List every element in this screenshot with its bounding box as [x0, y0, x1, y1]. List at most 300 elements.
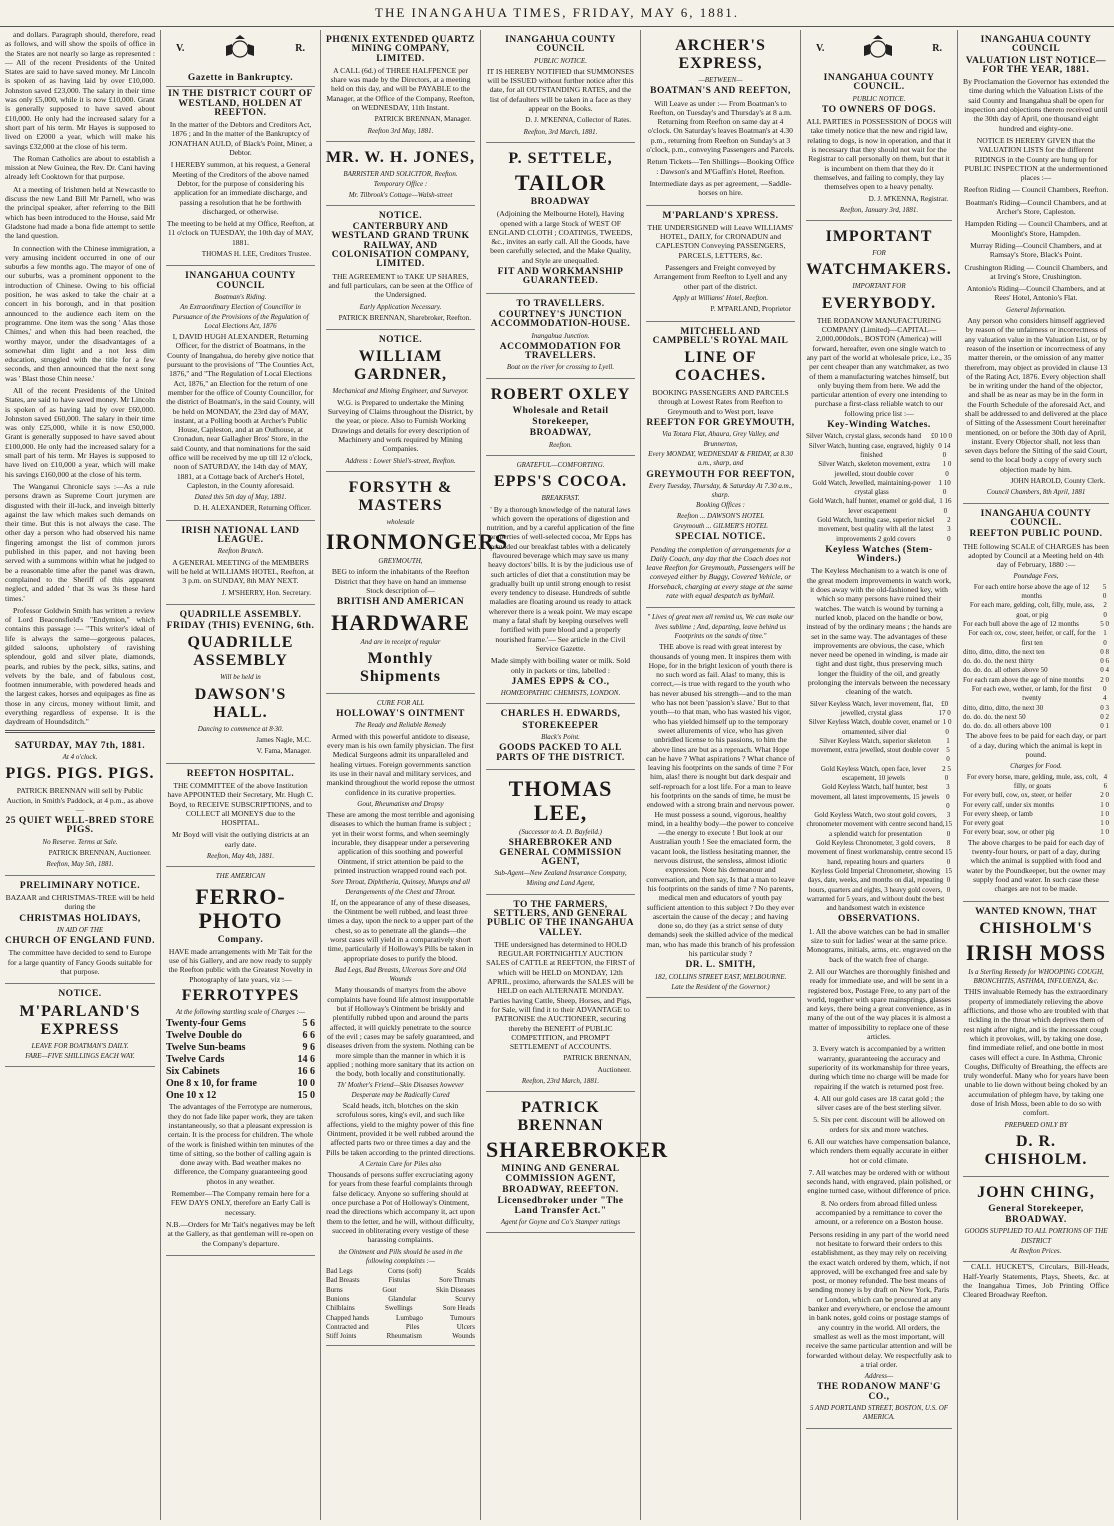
pound-row: For each bull above the age of 12 months 5 0: [963, 619, 1109, 628]
hospital-ad: [166, 764, 315, 868]
goods: GOODS PACKED TO ALL PARTS OF THE DISTRICT.: [496, 743, 625, 763]
quadrille-held: Will be held in: [220, 673, 261, 682]
quadrille-title: QUADRILLE ASSEMBLY.: [179, 609, 302, 620]
ferro-nb: N.B.—Orders for Mr Tait's negatives may be left at the Gallery, as that gentleman will re-open on the Company's departure.: [166, 1219, 315, 1248]
edwards-ad: [486, 704, 635, 769]
observation: 2. All our Watches are thoroughly finished and ready for immediate use, and will be sent in a registered box, Postage Free, to any part of the world, together with spare mainsprings, glasses and keys, there being a great convenience, as in many of the out of the way places it is almost a matter of impossibility to replace one of these articles.: [806, 966, 952, 1042]
important-2: IMPORTANT FOR: [852, 282, 906, 291]
settele-ad: [486, 143, 635, 294]
rates-ad: [486, 30, 635, 143]
oxley-reefton: Reefton.: [548, 440, 573, 449]
rodanow-title: THE RODANOW MANF'G CO.,: [817, 1382, 941, 1402]
complaint-row: Burns Gout Skin Diseases: [326, 1285, 475, 1294]
important-for: FOR: [872, 249, 886, 258]
railway-early: Early Application Necessary.: [359, 302, 442, 311]
royal-crest-icon: [861, 34, 895, 64]
riding-item: Reefton Riding — Council Chambers, Reefton.: [963, 185, 1109, 195]
keyless-price-row: Gold Keyless Watch, half hunter, best movement, all latest improvements, 15 jewels 3 0 0: [810, 783, 950, 810]
jones-ad: [326, 142, 475, 206]
coaches-via: Via Totara Flat, Ahaura, Grey Valley, and Brunnerton,: [662, 430, 779, 448]
bazaar-holidays: CHRISTMAS HOLIDAYS,: [19, 913, 141, 924]
epps-sub: HOMŒOPATHIC CHEMISTS, LONDON.: [500, 689, 621, 698]
sale-time: At 4 o'clock.: [62, 752, 98, 761]
council-title: INANGAHUA COUNTY COUNCIL: [980, 35, 1092, 55]
council-signature: D. H. ALEXANDER, Returning Officer.: [193, 504, 311, 513]
gardner-ad: [326, 330, 475, 472]
county-signature: D. J. M'KENNA, Collector of Rates.: [525, 116, 631, 125]
edwards-place: Black's Point.: [541, 733, 580, 742]
wanted: WANTED KNOWN, THAT: [975, 906, 1097, 917]
election-ad: [166, 266, 315, 520]
phoenix-text: A CALL (6d.) of THREE HALFPENCE per share was made by the Directors, at a meeting held on this day, and will be PAYABLE to the Manager, at the Office of the Company, Reefton, on WEDNESDAY, 11th Instant.: [326, 65, 475, 113]
dogs-date: Reefton, January 3rd, 1881.: [839, 205, 919, 214]
royal-crest-icon: [223, 34, 257, 64]
observations-title: OBSERVATIONS.: [837, 914, 921, 925]
forsyth-ad: [326, 472, 509, 694]
holloway-subhead: Bad Legs, Bad Breasts, Ulcerous Sore and Old Wounds: [334, 965, 467, 984]
coaches-reefton: REEFTON FOR GREYMOUTH,: [646, 418, 795, 429]
complaint-row: Chapped hands Lumbago Tumours: [326, 1313, 475, 1322]
licensed: Licensedbroker under "The Land Transfer Act.": [497, 1196, 624, 1216]
mparland-title: M'PARLAND'S XPRESS.: [662, 210, 779, 221]
ferro-prices-label: At the following startling scale of Charges :—: [175, 1008, 306, 1017]
holloway-text: Armed with this powerful antidote to disease, every man is his own family physician. The first Medical Surgeons admit its unparalleled and healing virtues. Foreign governments sanction its use in their naval and military services, and mankind throughout the world repose the utmost confidence in its curative properties.: [326, 731, 475, 797]
pound-fees: Poundage Fees,: [1013, 572, 1059, 581]
league-signature: J. M'SHERRY, Hon. Secretary.: [221, 588, 311, 597]
ferro-american: THE AMERICAN: [215, 872, 266, 881]
courtney-sub: Inangahua Junction.: [531, 331, 590, 340]
mparland-text: THE UNDERSIGNED will Leave WILLIAMS' HOTEL, DAILY, for CRONADUN and CAPLESTON Conveying PASSENGERS, PARCELS, LETTERS, &c.: [647, 222, 794, 260]
court-matter: In the matter of the Debtors and Creditors Act, 1876 ; and In the matter of the Bankruptcy of JONATHAN AULD, of Black's Point, Miner, a Debtor.: [168, 120, 313, 158]
gardner-sub: Mechanical and Mining Engineer, and Surveyor.: [332, 387, 469, 396]
notice-heading: NOTICE.: [378, 335, 423, 346]
settele-fit: FIT AND WORKMANSHIP GUARANTEED.: [497, 267, 624, 287]
complaint-row: Contracted and Piles Ulcers: [326, 1322, 475, 1331]
moss-sub: Is a Sterling Remedy for WHOOPING COUGH, BRONCHITIS, ASTHMA, INFLUENZA, &c.: [968, 967, 1104, 986]
article-paragraph: Professor Goldwin Smith has written a review of Lord Beaconsfield's "Endymion," which contains this passage :— "This writer's ideal of life is always the same—gorgeous palaces, gilded saloons, upholstery of ravishing splendour, gold and silver plate, diamonds, pearls, and rubies by the peck, silks, satins, and velvets by the bale, and of fabulous cost, footmen innumerable, with powdered heads and the largest cakes, horses and equipages as fine as those in any circus, money without limit, and everything regardless of expense. It is the daydream of Houndsditch.": [5, 605, 155, 727]
farmers-role: Auctioneer.: [597, 1065, 631, 1074]
edwards-title: CHARLES H. EDWARDS,: [500, 709, 621, 720]
pound-ad: [963, 504, 1109, 902]
irish-moss: IRISH MOSS: [965, 939, 1107, 965]
oxley-sub: Wholesale and Retail: [512, 405, 609, 416]
phoenix-title: PHŒNIX EXTENDED QUARTZ MINING COMPANY, LIMITED.: [326, 35, 475, 64]
food-row: For every goat 1 0: [963, 819, 1109, 828]
settele-text: (Adjoining the Melbourne Hotel), Having opened with a large Stock of WEST OF ENGLAND CLOTH ; COATINGS, TWEEDS, &c., invites an early call. All the Goods, have been carefully selected, and the Make Quality, and Style are unequalled.: [488, 209, 633, 265]
royal-v: V.: [176, 43, 185, 55]
epps-text: ' By a thorough knowledge of the natural laws which govern the operations of digestion and nutrition, and by a careful application of the fine properties of well-selected cocoa, Mr Epps has provided our breakfast tables with a delicately flavoured beverage which may save us many heavy doctors' bills. It is by the judicious use of such articles of diet that a constitution may be gradually built up until strong enough to resist every tendency to disease. Hundreds of subtle maladies are floating around us ready to attack wherever there is a weak point. We may escape many a fatal shaft by keeping ourselves well fortified with pure blood and a properly nourished frame.'— See article in the Civil Service Gazette.: [486, 504, 635, 653]
sale-text: PATRICK BRENNAN will sell by Public Auction, in Smith's Paddock, at 4 p.m., as above—: [6, 786, 154, 814]
holloway-text: If, on the appearance of any of these diseases, the Ointment be well rubbed, and least three times a day, upon the neck to a upper part of the chest, so as to penetrate all the glands—the worst cases will yield in a comparatively short time, particularly if Holloway's Pills be taken in appropriate doses to purify the blood.: [327, 897, 474, 963]
price-row: Twelve Double do 6 6: [166, 1030, 315, 1042]
archer-text: Will Leave as under :— From Boatman's to Reefton, on Tuesday's and Thursday's at 8 a.m. Returning from Reefton on same day at 4 o'clock. On Saturday's leaves Boatman's at 4.30 p.m., returning from Reefton on Sunday's at 3 o'clock, p.m., conveying Passengers and Parcels.: [646, 98, 795, 155]
food-row: For every horse, mare, gelding, mule, ass, colt, filly, or goats 4 6: [966, 772, 1108, 790]
forsyth-monthly: Monthly Shipments: [359, 649, 442, 685]
court-text: I HEREBY summon, at his request, a General Meeting of the Creditors of the above named Debtor, for the purpose of considering his application for an immediate discharge, and passing a resolution that he be forthwith discharged, or otherwise.: [170, 160, 311, 216]
lee-ad: [486, 770, 635, 895]
phoenix-ad: [326, 30, 475, 142]
quadrille-hall: DAWSON'S HALL.: [194, 685, 287, 721]
holloway-text: These are among the most terrible and agonising diseases to which the human frame is subject ; yet in their worst forms, and when seemingly incurable, they disappear under a persevering application of this soothing and powerful Ointment, if strict attention be paid to the printed instruction wrapped round each pot.: [326, 810, 475, 875]
notice-heading: NOTICE.: [378, 210, 423, 221]
coaches-days: Every MONDAY, WEDNESDAY & FRIDAY, at 8.30 a.m., sharp, and: [648, 449, 793, 468]
quadrille-dance: Dancing to commence at 8·30.: [197, 724, 284, 733]
public-notice: PUBLIC NOTICE.: [852, 94, 906, 103]
holloway-cure: CURE FOR ALL: [376, 698, 425, 707]
epps-signature: JAMES EPPS & CO.,: [511, 676, 610, 687]
epps-breakfast: BREAKFAST.: [541, 494, 580, 503]
gardner-text: W.G. is Prepared to undertake the Mining Surveying of Claims throughout the District, by the year, or piece. Also to Furnish Working Drawings and details for every description of Machinery and work required by Mining Companies.: [327, 397, 474, 454]
general-info: General Information.: [1006, 305, 1066, 314]
fare-text: FARE—FIVE SHILLINGS EACH WAY.: [25, 1051, 135, 1060]
divider: [166, 86, 315, 87]
article-paragraph: All of the recent Presidents of the United States, are said to have saved money. Mr Lincoln is spoken of as having laid by over £60,000. Johnston saved £60,000. The salary in their time was only £25,000, while it is now £50,000. Grant is generally supposed to have saved about £100,000. He only had the increased salary for a small part of his term. Mr Hayes is supposed to have lived on £10,000 a year, which will make his savings £160,000 at the close of his term.: [5, 385, 155, 479]
valuation-ad: [963, 30, 1109, 504]
bazaar-aid: IN AID OF THE: [56, 925, 104, 934]
pound-text: THE following SCALE of CHARGES has been adopted by Council at a Meeting held on 4th day of February, 1880 :—: [963, 541, 1109, 570]
courtney-boat: Boat on the river for crossing to Lyell.: [506, 363, 615, 372]
riding-item: Crushington Riding — Council Chambers, and at Irving's Store, Crushington.: [964, 262, 1108, 281]
keyless-price-row: Keyless Gold Imperial Chronometer, showing days, date, weeks, and months on dial, repeating hours, quarters and eights, 3 heavy gold covers, warranted for 5 years, and without doubt the best and handsomest watch in existence 15 0 0: [806, 866, 952, 913]
ching-sub: General Storekeeper,: [988, 1203, 1084, 1214]
ferro-company: Company.: [217, 934, 264, 945]
pound-note: The above fees to be paid for each day, or part of a day, during which the animal is kept in pound.: [965, 731, 1107, 760]
oxley-ad: [486, 379, 635, 456]
pound-row: do. do. do. all others above 50 0 4: [963, 666, 1109, 675]
keyless-price-row: Gold Keyless Chronometer, 3 gold covers, movement of finest workmanship, centre second hand, repeating hours and quarters 8 15 0: [807, 839, 952, 866]
league-title: IRISH NATIONAL LAND LEAGUE.: [181, 525, 300, 546]
keyless-price-row: Gold Keyless Watch, two stout gold covers, chronometer movement with centre second hand, a splendid watch for presentation 3 15 0: [806, 811, 952, 838]
courtney-acc: ACCOMMODATION FOR TRAVELLERS.: [499, 341, 622, 362]
gardner-title: WILLIAM GARDNER,: [354, 348, 447, 384]
pound-row: For each ox, cow, steer, heifer, or calf, for the first ten 1 0: [968, 629, 1107, 647]
ferro-advantages: The advantages of the Ferrotype are numerous, they do not fade like paper work, they are taken instantaneously, so that a pleasant expression is certain. It is the process for children. The whole of the work is finished within ten minutes of the time of sitting, so the bother of calling again is done away with. Bad weather makes no difference, the Company guaranteeing good photos in any weather.: [167, 1102, 314, 1186]
smith-late: Late the Resident of the Governor.): [671, 982, 770, 991]
printing-notice: CALL HUCKET'S, Circulars, Bill-Heads, Half-Yearly Statements, Plays, Sheets, &c. at the Inangahua Times, Job Printing Office Cleared Broadway Reefton.: [963, 1262, 1109, 1300]
prelim-title: PRELIMINARY NOTICE.: [19, 880, 141, 891]
keywinding-title: Key-Winding Watches.: [827, 420, 931, 431]
court-signature: THOMAS H. LEE, Creditors Trustee.: [201, 250, 311, 259]
railway-text: THE AGREEMENT to TAKE UP SHARES, and full particulars, can be seen at the Office of the Undersigned.: [328, 271, 473, 300]
column-5: [640, 30, 800, 1520]
poem: " Lives of great men all remind us, We can make our lives sublime ; And, departing, leave behind us Footprints on the sands of time.": [647, 613, 794, 640]
forsyth-hardware: HARDWARE: [331, 609, 470, 635]
jones-office: Temporary Office :: [373, 180, 428, 189]
holloway-subhead: the Ointment and Pills should be used in the following complaints :—: [338, 1247, 463, 1265]
forsyth-title: FORSYTH & MASTERS: [348, 478, 453, 514]
oxley-store: Storekeeper,: [532, 417, 589, 428]
royal-r: R.: [295, 43, 305, 55]
farmers-date: Reefton, 23rd March, 1881.: [521, 1077, 600, 1086]
sale-signature: PATRICK BRENNAN, Auctioneer.: [48, 849, 151, 858]
holloway-text: Thousands of persons suffer excruciating agony for years from these fearful complaints through false delicacy. Anyone so suffering should at once purchase a Pot of Holloway's Ointment, read the directions which accompany it, act upon them to the letter, and he will, without difficulty, succeed in obliterating every vestige of these harassing complaints.: [326, 1170, 475, 1245]
forsyth-brit: BRITISH AND AMERICAN: [336, 597, 465, 608]
lee-sub: (Successor to A. D. Bayfeild.): [519, 827, 602, 836]
bazaar-ad: [5, 876, 155, 985]
ferro-heading: FERRO-PHOTO: [195, 883, 286, 933]
watch-price-row: Gold Watch, hunting case, superior nickel movement, best quality with all the latest improvements 2 gold covers 2 3 0: [817, 515, 951, 543]
watchmakers: WATCHMAKERS.: [806, 261, 952, 279]
column-6: [800, 30, 957, 1520]
watch-price-row: Silver Watch, skeleton movement, extra jewelled, stout double cover 1 0 0: [818, 460, 952, 478]
travellers: TO TRAVELLERS.: [516, 298, 605, 309]
coaches-title: LINE OF COACHES.: [674, 349, 767, 385]
riding-item: Antonio's Riding—Council Chambers, and at Rees' Hotel, Antonio's Flat.: [966, 284, 1106, 303]
oxley-broadway: BROADWAY,: [529, 428, 592, 439]
general-date: Council Chambers, 8th April, 1881: [986, 488, 1086, 497]
pound-row: ditto, ditto, ditto, the next 30 0 3: [963, 703, 1109, 712]
column-2: [160, 30, 320, 1520]
food-note: The above charges to be paid for each day of twenty-four hours, or part of a day, during which the animal is supplied with food and water by the Poundkeeper, but the owner may supply food and water. In such case these charges are not to be made.: [966, 837, 1106, 894]
archer-intermediate: Intermediate days as per agreement, —Saddle-horses on hire.: [649, 178, 792, 198]
watch-price-row: Silver Watch, hunting case, engraved, highly finished 0 14 0: [808, 441, 951, 459]
gardner-address: Address : Lower Shiel's-street, Reefton.: [345, 456, 456, 465]
railway-title: CANTERBURY AND WESTLAND GRAND TRUNK RAILWAY, AND COLONISATION COMPANY, LIMITED.: [331, 222, 470, 270]
gazette-title: Gazette in Bankruptcy.: [187, 73, 294, 83]
archer-route: BOATMAN'S AND REEFTON,: [650, 86, 791, 97]
railway-signature: PATRICK BRENNAN, Sharebroker, Reefton.: [338, 313, 471, 322]
keyless-price-row: Gold Keyless Watch, open face, lever escapement, 10 jewels 2 5 0: [820, 764, 951, 782]
watch-price-row: Gold Watch, half hunter, enamel or gold dial, lever escapement 1 16 0: [809, 497, 952, 515]
smith-text: THE above is read with great interest by thousands of young men. It inspires them with Hope, for in the bright lexicon of youth there is no such word as fail. Alas! to many, this is correct,—is true with regard to the youth who has never abused his strength—and to the man who has not been 'passion's slave.' But to that youth—to that man, who has wasted his vigor, who has yielded himself up to the temporary sweet allurements of vice, who has given unbridled license to his passions, to him the above lines are but as a reproach. What Hope can he have ? What aspirations ? What chance of leaving his footprints on the sands of time ? For him, alas! there is nought but dark despair and self-reproach for a lost life. For a man to leave his footprints on the sands of time, he must be endowed with a strong brain and nervous power. He must possess a sound, vigorous, healthy mind, in a healthy body—the power to conceive—the energy to execute ! But look at our Australian youth ! See the emaciated form, the vacant look, the listless hesitating manner, the nervous distrust, the sensless, almost idiotic expression. Note his demeanour and conversation, and then say, Is that a man to leave his footprints on the sands of time ? No parents, medical men and educators of youth pay sufficient attention to this subject ? Do they ever ascertain the cause of the decay ; and having done so, do they (as a strict sense of duty demands) seek the skilled advice of the medical man, who has made this branch of his profession his particular study ?: [646, 642, 795, 959]
phoenix-signature: PATRICK BRENNAN, Manager.: [374, 115, 471, 124]
valuation-notice: NOTICE IS HEREBY GIVEN that the VALUATION LISTS for the different RIDINGS in the County are hung up for PUBLIC INSPECTION at the undermentioned places :—: [964, 135, 1108, 183]
mparland-signature: P. M'PARLAND, Proprietor: [710, 305, 791, 314]
brennan-address: BROADWAY, REEFTON.: [502, 1184, 619, 1195]
council-title: INANGAHUA COUNTY COUNCIL.: [980, 508, 1092, 528]
holloway-sub: The Ready and Reliable Remedy: [355, 721, 446, 730]
coaches-days2: Every Tuesday, Thursday, & Saturday At 7.30 a.m., sharp.: [648, 481, 793, 500]
holloway-ad: [326, 694, 475, 1347]
courtney-ad: [486, 294, 635, 379]
pound-row: ditto, ditto, ditto, the next ten 0 8: [963, 647, 1109, 656]
forsyth-iron: IRONMONGERS: [326, 529, 509, 555]
food-row: For every bull, cow, ox, steer, or heifer 2 0: [963, 791, 1109, 800]
observation: 6. All our watches have compensation balance, which renders them equally accurate in either hot or cold climate.: [807, 1136, 951, 1165]
holloway-subhead: Gout, Rheumatism and Dropsy: [357, 799, 444, 808]
brennan-ad: [486, 1092, 669, 1233]
reefton-prices: At Reefton Prices.: [1010, 1247, 1062, 1256]
sharebroker: SHAREBROKER: [486, 1137, 669, 1163]
quadrille-sig1: James Nagle, M.C.: [256, 736, 311, 745]
address-label: Address—: [864, 1372, 894, 1381]
holloway-title: HOLLOWAY'S OINTMENT: [336, 709, 465, 720]
observation: 5. Six per cent. discount will be allowed on orders for six and more watches.: [813, 1115, 945, 1134]
ferro-text: HAVE made arrangements with Mr Tait for the use of his Gallery, and are now ready to supply the Reefton public with the Greatest Novelty in Photography of late years, viz :—: [168, 946, 313, 984]
royal-header: [806, 30, 952, 68]
booking-reefton: Reefton ... DAWSON'S HOTEL: [676, 511, 765, 520]
riding-item: Hampden Riding — Council Chambers, and at Moonlight's Store, Hampden.: [964, 219, 1108, 238]
bazaar-note: The committee have decided to send to Europe for a large quantity of Fancy Goods suitable for that purpose.: [7, 948, 153, 977]
food-row: For every calf, under six months 1 0: [963, 800, 1109, 809]
royal-v: V.: [816, 43, 825, 55]
epps-ad: [486, 456, 635, 705]
valuation-title: VALUATION LIST NOTICE—FOR THE YEAR, 1881.: [965, 55, 1107, 75]
bazaar-text: BAZAAR and CHRISTMAS-TREE will be held during the: [5, 892, 155, 912]
hospital-title: REEFTON HOSPITAL.: [186, 768, 295, 779]
dogs-text: ALL PARTIES in POSSESSION of DOGS will take timely notice that the new and rigid law, relating to dogs, is now in operation, and that it is necessary that they should not wait for the Registrar to call personally on them, but that it is incumbent on them that they do it themselves, and failing to comply, they lay themselves open to a heavy penalty.: [806, 117, 952, 192]
general-signature: JOHN HAROLD, County Clerk.: [1010, 477, 1105, 486]
quadrille-ad: [166, 605, 315, 764]
land-league-ad: [166, 521, 315, 605]
ching-title: JOHN CHING,: [977, 1183, 1095, 1201]
observation: 3. Every watch is accompanied by a written warranty, guaranteeing the accuracy and superiority of its workmanship for three years, during which time no charge will be made for repairing if the watch is returned post free.: [808, 1044, 950, 1091]
county-text: IT IS HEREBY NOTIFIED that SUMMONSES will be ISSUED without further notice after this date, for all OUTSTANDING RATES, and the list of defaulters will be taken in a face as they appear on the Books.: [486, 66, 635, 114]
royal-r: R.: [932, 43, 942, 55]
forsyth-grey: GREYMOUTH,: [378, 557, 423, 566]
general-text: Any person who considers himself aggrieved by reason of the unfairness or incorrectness of any valuation value in the Valuation List, or by reason of the insertion or incorrectness of any matter therein, or the omission of any matter therefrom, may object as provided in clause 13 of the Rating Act, 1876. Every objection shall be in writing under the hand of the objector, and shall be as near as may be in the form in the Fourth Schedule of the aforesaid Act, and shall be addressed to and delivered at the place of Sitting of the Assessment Court hereinafter mentioned, on or before the 30th day of April, instant. Every Objector shall, not less than seven days before the Sitting of the said Court, send to the local body a copy of every such objection made by him.: [964, 316, 1108, 474]
quadrille-sig2: V. Fama, Manager.: [256, 747, 311, 756]
article-paragraph: The Wanganui Chronicle says :—As a rule persons drawn as Supreme Court jurymen are disgusted with their ill-luck, and inveigh bitterly against the law which makes such demands on their time. But this is not always the case. The other day a person who had observed his name fingering amongst the list of common jurors published in this paper, and not having been served with a summons within what he judged to be a reasonable time after the panel was drawn, complained to the Sheriff of this apparent neglect, and added ' that 3s was 3s these hard times.': [5, 481, 155, 603]
smith-address: 182, COLLINS STREET EAST, MELBOURNE.: [654, 972, 787, 981]
hospital-date: Reefton, May 4th, 1881.: [206, 852, 275, 860]
public-notice: PUBLIC NOTICE.: [534, 56, 587, 65]
riding-item: Boatman's Riding—Council Chambers, and at Archer's Store, Capleston.: [965, 197, 1107, 217]
archer-ad: [646, 30, 795, 206]
coaches-ad: [646, 322, 795, 609]
dogs-signature: D. J. M'KENNA, Registrar.: [868, 194, 948, 203]
column-4: [480, 30, 669, 1520]
archer-title: ARCHER'S EXPRESS,: [675, 37, 766, 72]
rodanow-text: THE RODANOW MANUFACTURING COMPANY (Limited)—CAPITAL—2,000,000dols., BOSTON (America) will forward, hereafter, even one single watch to any part of the world at wholesale price, i.e., 35 per cent cheaper than any watchmaker, as two of them a manufacturing watches himself, but only buying them from here. We add the particular attention of every one intending to purchase a first-class reliable watch to our following price list :—: [806, 315, 952, 418]
hospital-boyd: Mr Boyd will visit the outlying districts at an early date.: [171, 830, 310, 849]
epps-grateful: GRATEFUL—COMFORTING.: [516, 460, 605, 469]
watch-price-row: Silver Watch, crystal glass, seconds hand £0 10 0: [806, 432, 952, 441]
quadrille-heading: QUADRILLE ASSEMBLY: [187, 634, 294, 670]
sale-date: SATURDAY, MAY 7th, 1881.: [14, 740, 146, 751]
price-row: One 8 x 10, for frame 10 0: [166, 1078, 315, 1090]
council-date: Dated this 5th day of May, 1881.: [194, 493, 287, 502]
lee-mining: Mining and Land Agent,: [526, 879, 595, 888]
pound-row: For each mare, gelding, colt, filly, mule, ass, goat, or pig 2 0: [969, 601, 1107, 619]
farmers-title: TO THE FARMERS, SETTLERS, AND GENERAL PUBLIC OF THE INANGAHUA VALLEY.: [487, 899, 634, 938]
observation: 8. No orders from abroad filled unless accompanied by a remittance to cover the amount, or a reference on a Boston house.: [815, 1198, 943, 1227]
forsyth-ship: And are in receipt of regular: [360, 637, 441, 646]
council-title: INANGAHUA COUNTY COUNCIL: [185, 271, 296, 291]
bankruptcy-ad: [166, 68, 315, 266]
pound-row: For each entire horse above the age of 12 months 5 0: [973, 582, 1107, 601]
epps-title: EPPS'S COCOA.: [493, 473, 627, 491]
farmers-signature: PATRICK BRENNAN,: [563, 1054, 631, 1063]
article-paragraph: The Roman Catholics are about to establish a mission at New Guinea, the Rev. Dr. Cani having already left Cooktown for that purpose.: [5, 153, 155, 182]
settele-title: P. SETTELE,: [508, 149, 613, 167]
archer-return: Return Tickets—Ten Shillings—Booking Office : Dawson's and M'Gaffin's Hotel, Reefton.: [646, 157, 795, 176]
jones-text: BARRISTER AND SOLICITOR, Reefton.: [343, 169, 458, 178]
food-row: For every boar, sow, or other pig 1 0: [963, 828, 1109, 837]
column-7: [957, 30, 1114, 1520]
booking-heading: Booking Offices :: [696, 501, 745, 510]
complaint-row: Bad Legs Corns (soft) Scalds: [326, 1267, 475, 1276]
mparland-text2: Passengers and Freight conveyed by Arrangement from Reefton to Lyell and any other part of the district.: [653, 263, 788, 291]
watch-price-row: Gold Watch, Jewelled, maintaining-power crystal glass 1 10 0: [812, 478, 951, 497]
charges-food: Charges for Food.: [1010, 762, 1062, 771]
broadway: BROADWAY: [530, 196, 591, 207]
ferro-types: FERROTYPES: [181, 987, 300, 1005]
lee-text: SHAREBROKER AND GENERAL COMMISSION AGENT,: [499, 838, 622, 867]
county-title: INANGAHUA COUNTY COUNCIL: [505, 35, 616, 55]
complaint-row: Chilblains Swellings Sore Heads: [326, 1304, 475, 1313]
article-paragraph: and dollars. Paragraph should, therefore, read as follows, and will show the spoils of office in the States are not nearly so large as represented :— All of the recent Presidents of the United States are said to have saved money. Mr Lincoln is spoken of as having laid by over £10,000. Johnston saved £23,000. The salary in their time was only £5,000, while it is now £10,000. Grant is generally supposed to have saved about £10,000. He only had the increased salary for a short part of his term. Mr Hayes is supposed to lived on £2000 a year, which will make his savings £32,000 at the close of his term.: [5, 30, 155, 151]
ferro-remember: Remember—The Company remain here for a FEW DAYS ONLY, therefore an Early Call is necessary.: [170, 1189, 311, 1217]
ferro-photo-ad: [166, 867, 315, 1256]
price-row: One 10 x 12 15 0: [166, 1090, 315, 1102]
smith-signature: DR. L. SMITH,: [685, 960, 756, 971]
holloway-text: Scald heads, itch, blotches on the skin scrofulous sores, king's evil, and such like affections, yield to the mighty power of this fine Ointment, provided it be well rubbed around the affected parts two or three times a day and the Pills be taken according to the printed directions.: [326, 1101, 475, 1157]
league-branch: Reefton Branch.: [217, 547, 264, 556]
mparland-text: LEAVE FOR BOATMAN'S DAILY.: [31, 1041, 129, 1050]
article-paragraph: At a meeting of Irishmen held at Newcastle to discuss the new Land Bill Mr Parnell, who was the principal speaker, after referring to the Bill which has been introduced to the House, said Mr Gladstone had made a bona fide attempt to settle the land question.: [5, 184, 155, 241]
goods-supplied: GOODS SUPPLIED TO ALL PORTIONS OF THE DISTRICT: [964, 1227, 1108, 1245]
complaint-row: Bunions Glandular Scurvy: [326, 1294, 475, 1303]
notice-heading: NOTICE.: [58, 989, 102, 1000]
holloway-subhead: A Certain Cure for Piles also: [359, 1159, 442, 1168]
edwards-sub: STOREKEEPER: [522, 720, 599, 731]
chisholm: CHISHOLM'S: [979, 919, 1093, 937]
keyless-price-row: Silver Keyless Watch, lever movement, flat, jewelled, crystal glass £0 17 0: [809, 699, 951, 717]
prepared: PREPARED ONLY BY: [1004, 1120, 1068, 1129]
league-text: A GENERAL MEETING of the MEMBERS will be held at WILLIAMS HOTEL, Reefton, at 3 p.m. on SUNDAY, 8th MAY NEXT.: [167, 557, 314, 586]
price-row: Six Cabinets 16 6: [166, 1066, 315, 1078]
archer-between: —BETWEEN—: [698, 76, 743, 84]
special-notice: SPECIAL NOTICE.: [675, 532, 766, 543]
dr-chisholm: D. R. CHISHOLM.: [984, 1132, 1088, 1168]
everybody: EVERYBODY.: [821, 294, 937, 312]
watch-ad: [806, 221, 952, 1428]
pound-row: For each ewe, wether, or lamb, for the first twenty 0 4: [971, 685, 1107, 703]
farmers-ad: [486, 895, 635, 1093]
epps-made: Made simply with boiling water or milk. Sold only in packets or tins, labelled :: [490, 656, 631, 675]
pound-row: do. do. do. the next thirty 0 6: [963, 657, 1109, 666]
price-row: Twenty-four Gems 5 6: [166, 1018, 315, 1030]
pound-title: REEFTON PUBLIC POUND.: [969, 529, 1103, 540]
brennan-text: MINING AND GENERAL COMMISSION AGENT,: [501, 1164, 620, 1184]
sale-terms: No Reserve. Terms at Sale.: [42, 837, 118, 846]
food-row: For every sheep, or lamb 1 0: [963, 809, 1109, 818]
coaches-greymouth: GREYMOUTH FOR REEFTON,: [646, 469, 795, 480]
masthead: THE INANGAHUA TIMES, FRIDAY, MAY 6, 1881.: [0, 0, 1114, 27]
booking-greymouth: Greymouth ... GILMER'S HOTEL: [673, 521, 768, 530]
complaint-row: Bad Breasts Fistulas Sore Throats: [326, 1276, 475, 1285]
dogs-title: TO OWNERS OF DOGS.: [821, 104, 937, 115]
price-row: Twelve Sun-beams 9 6: [166, 1042, 315, 1054]
keyless-price-row: Silver Keyless Watch, superior skeleton movement, extra jewelled, stout double cover 1 5 0: [811, 736, 950, 764]
council-text: I, DAVID HUGH ALEXANDER, Returning Officer, for the district of Boatmans, in the County of Inangahua, do hereby give notice that pursuant to the provisions of "The Counties Act, 1876," and "The Regulation of Local Elections Act, 1876," an Election for the return of one member for the office of County Councillor, for the district of Boatman's, in the said County, will be held on MONDAY, the 23rd day of MAY, instant, at a Polling booth at Archer's Public House, Capleston, and at an Outhouse, at Cronadun, near Gallagher Bros' Store, in the said County, and that nominations for the said office will be received by me up till 12 o'clock, noon of SATURDAY, the 14th day of MAY, 1881, at a Cottage back of Archer's Hotel, Capleston, in the County aforesaid.: [166, 332, 315, 490]
forsyth-text: BEG to inform the inhabitants of the Reefton District that they have on hand an immense Stock description of—: [331, 567, 470, 595]
mparland-xpress-ad: [646, 206, 795, 322]
council-title: INANGAHUA COUNTY COUNCIL.: [823, 73, 935, 93]
special-text: Pending the completion of arrangements for a Daily Coach, any day that the Coach does not leave Reefton for Greymouth, Passengers will be conveyed either by Buggy, Covered Vehicle, or Horseback, charging at every stage at the same rate with equal despatch as byMail.: [646, 544, 795, 601]
pound-row: For each ram above the age of nine months 2 0: [963, 675, 1109, 684]
phoenix-date: Reefton 3rd May, 1881.: [367, 126, 434, 135]
holloway-text: Many thousands of martyrs from the above complaints have found life almost insupportable but if Holloway's Ointment be briskly and plentifully rubbed upon and around the parts affected, it will quickly penetrate to the source of the evil ; cases may be safely guaranteed, and diseases driven from the system. Nothing can be more simple than the manner in which it is applied ; nothing more sanitary that its action on the body, both locally and constitutionally.: [326, 985, 475, 1079]
column-1: [0, 30, 160, 1520]
mitchell-title: MITCHELL AND CAMPBELL'S ROYAL MAIL: [652, 326, 789, 346]
dogs-ad: [806, 68, 952, 221]
observation: 7. All watches may be ordered with or without seconds hand, with engraved, plain polished, or engine turned case, without difference of price.: [806, 1167, 952, 1196]
lee-agent: Sub-Agent—New Zealand Insurance Company,: [494, 869, 627, 878]
forsyth-wholesale: wholesale: [386, 517, 415, 526]
column-3: [320, 30, 509, 1520]
observation: 1. All the above watches can be had in smaller size to suit for ladies' wear at the same price. Monograms, initials, arms, etc. engraved on the back of the watch free of charge.: [806, 926, 952, 964]
pound-row: do. do. do. the next 50 0 2: [963, 712, 1109, 721]
keyless-title: Keyless Watches (Stem-Winders.): [825, 544, 933, 565]
sale-place: Reefton, May 5th, 1881.: [46, 860, 114, 869]
quadrille-date: FRIDAY (THIS) EVENING, 6th.: [166, 621, 315, 632]
pig-sale-ad: [5, 736, 155, 876]
rodanow-address: 5 AND PORTLAND STREET, BOSTON, U.S. OF AMERICA.: [809, 1404, 949, 1422]
ching-ad: [963, 1177, 1109, 1262]
mparland-apply: Apply at Williams' Hotel, Reefton.: [672, 293, 769, 302]
